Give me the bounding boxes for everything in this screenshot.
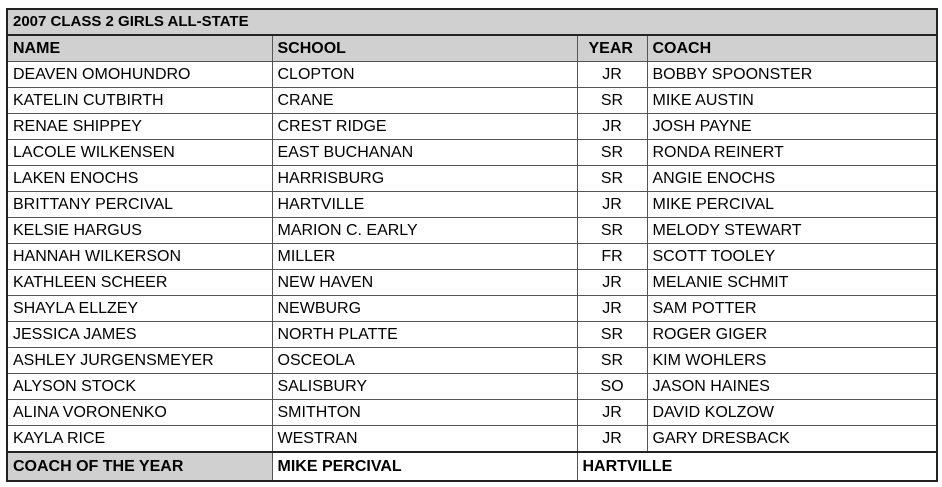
year-cell: SR (577, 88, 647, 114)
coach-of-year-name: MIKE PERCIVAL (272, 452, 577, 481)
year-cell: JR (577, 270, 647, 296)
column-header-year: YEAR (577, 35, 647, 62)
player-name-cell: KELSIE HARGUS (7, 218, 272, 244)
title-row (7, 9, 937, 35)
table-row (7, 218, 937, 244)
player-name-cell: RENAE SHIPPEY (7, 114, 272, 140)
player-name-cell: JESSICA JAMES (7, 322, 272, 348)
coach-cell: MIKE PERCIVAL (647, 192, 937, 218)
year-cell: SO (577, 374, 647, 400)
player-name-cell: KATHLEEN SCHEER (7, 270, 272, 296)
player-name-cell: HANNAH WILKERSON (7, 244, 272, 270)
year-cell: SR (577, 140, 647, 166)
school-cell: SMITHTON (272, 400, 577, 426)
coach-cell: SCOTT TOOLEY (647, 244, 937, 270)
coach-cell: MELODY STEWART (647, 218, 937, 244)
table-row (7, 426, 937, 453)
coach-cell: KIM WOHLERS (647, 348, 937, 374)
coach-cell: DAVID KOLZOW (647, 400, 937, 426)
year-cell: FR (577, 244, 647, 270)
coach-of-year-row (7, 452, 937, 481)
school-cell: MILLER (272, 244, 577, 270)
coach-cell: JASON HAINES (647, 374, 937, 400)
player-name-cell: BRITTANY PERCIVAL (7, 192, 272, 218)
school-cell: HARTVILLE (272, 192, 577, 218)
year-cell: JR (577, 192, 647, 218)
all-state-table (6, 8, 938, 482)
column-header-name: NAME (7, 35, 272, 62)
school-cell: SALISBURY (272, 374, 577, 400)
column-header-school: SCHOOL (272, 35, 577, 62)
table-row (7, 400, 937, 426)
player-name-cell: ALYSON STOCK (7, 374, 272, 400)
school-cell: HARRISBURG (272, 166, 577, 192)
coach-cell: SAM POTTER (647, 296, 937, 322)
player-name-cell: KATELIN CUTBIRTH (7, 88, 272, 114)
year-cell: JR (577, 62, 647, 88)
table-row (7, 296, 937, 322)
year-cell: SR (577, 166, 647, 192)
coach-cell: JOSH PAYNE (647, 114, 937, 140)
column-header-coach: COACH (647, 35, 937, 62)
player-name-cell: ASHLEY JURGENSMEYER (7, 348, 272, 374)
coach-cell: RONDA REINERT (647, 140, 937, 166)
school-cell: CRANE (272, 88, 577, 114)
table-row (7, 140, 937, 166)
year-cell: JR (577, 114, 647, 140)
coach-cell: GARY DRESBACK (647, 426, 937, 453)
coach-cell: ROGER GIGER (647, 322, 937, 348)
coach-cell: MELANIE SCHMIT (647, 270, 937, 296)
player-name-cell: DEAVEN OMOHUNDRO (7, 62, 272, 88)
school-cell: WESTRAN (272, 426, 577, 453)
coach-cell: MIKE AUSTIN (647, 88, 937, 114)
school-cell: CLOPTON (272, 62, 577, 88)
school-cell: CREST RIDGE (272, 114, 577, 140)
table-row (7, 88, 937, 114)
year-cell: JR (577, 400, 647, 426)
player-name-cell: LAKEN ENOCHS (7, 166, 272, 192)
table-row (7, 244, 937, 270)
school-cell: NEWBURG (272, 296, 577, 322)
year-cell: JR (577, 426, 647, 453)
school-cell: NEW HAVEN (272, 270, 577, 296)
table-row (7, 62, 937, 88)
school-cell: MARION C. EARLY (272, 218, 577, 244)
table-row (7, 114, 937, 140)
header-row (7, 35, 937, 62)
player-name-cell: KAYLA RICE (7, 426, 272, 453)
coach-of-year-label: COACH OF THE YEAR (7, 452, 272, 481)
coach-cell: BOBBY SPOONSTER (647, 62, 937, 88)
table-row (7, 166, 937, 192)
school-cell: EAST BUCHANAN (272, 140, 577, 166)
table-title: 2007 CLASS 2 GIRLS ALL-STATE (7, 9, 937, 35)
player-name-cell: ALINA VORONENKO (7, 400, 272, 426)
table-row (7, 374, 937, 400)
year-cell: JR (577, 296, 647, 322)
year-cell: SR (577, 218, 647, 244)
school-cell: NORTH PLATTE (272, 322, 577, 348)
year-cell: SR (577, 348, 647, 374)
table-row (7, 348, 937, 374)
coach-of-year-school: HARTVILLE (577, 452, 937, 481)
table-row (7, 192, 937, 218)
player-name-cell: SHAYLA ELLZEY (7, 296, 272, 322)
table-row (7, 322, 937, 348)
player-name-cell: LACOLE WILKENSEN (7, 140, 272, 166)
table-row (7, 270, 937, 296)
coach-cell: ANGIE ENOCHS (647, 166, 937, 192)
year-cell: SR (577, 322, 647, 348)
school-cell: OSCEOLA (272, 348, 577, 374)
